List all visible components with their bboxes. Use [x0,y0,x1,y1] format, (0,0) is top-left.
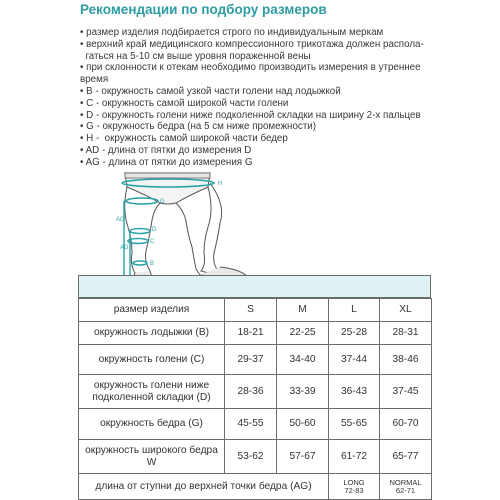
long-value: 72-83 [344,485,364,495]
header-cell: S [225,299,277,322]
row-label: окружность лодыжки (B) [79,322,225,345]
long-label: LONG [343,477,365,487]
table-row [79,474,432,500]
list-item: • H - окружность самой широкой части бедер [80,133,288,145]
cell: 33-39 [277,375,329,409]
cell: 61-72 [329,440,380,474]
label-ag: AG [116,217,125,223]
label-c: C [150,239,155,245]
list-item: • C - окружность самой широкой части голени [80,97,289,109]
size-table [78,275,431,495]
list-item: • AG - длина от пятки до измерения G [80,156,253,168]
cell-normal [380,474,432,500]
header-cell: L [329,299,380,322]
header-cell: XL [380,299,432,322]
cell: 28-31 [380,322,432,345]
list-item: • B - окружность самой узкой части голени над лодыжкой [80,85,341,97]
right-leg-outline [201,183,222,275]
table-header-band [78,275,431,298]
list-item: • размер изделия подбирается строго по индивидуальным меркам [80,27,384,38]
list-item: • при склонности к отекам необходимо производить измерения в утреннее время [80,62,424,86]
list-item: • AD - длина от пятки до измерения D [80,144,252,156]
label-ad: AD [120,245,129,251]
cell: 36-43 [329,375,380,409]
label-b: B [150,261,155,267]
cell: 57-67 [277,440,329,474]
cell: 65-77 [380,440,432,474]
table-row [79,345,432,375]
row-label: окружность голени (C) [79,345,225,375]
normal-label: NORMAL [389,477,422,487]
cell: 18-21 [225,322,277,345]
row-label: окружность широкого бедра W [79,440,225,474]
cell-long [329,474,380,500]
cell: 50-60 [277,409,329,440]
recommendations-list [80,27,450,169]
table-row [79,409,432,440]
list-item: • верхний край медицинского компрессионного трикотажа должен распола- [80,38,424,50]
legs-measurement-diagram [80,165,280,280]
cell: 25-28 [329,322,380,345]
list-item: • G - окружность бедра (на 5 см ниже промежности) [80,121,317,133]
list-item: • D - окружность голени ниже подколенной складки на ширину 2-х пальцев [80,109,421,121]
cell: 37-44 [329,345,380,375]
list-item: гаться на 5-10 см выше уровня пораженной вены [80,50,311,62]
cell: 29-37 [225,345,277,375]
table-row [79,322,432,345]
cell: 38-46 [380,345,432,375]
cell: 22-25 [277,322,329,345]
cell: 53-62 [225,440,277,474]
measure-ring-b [133,261,147,265]
cell: 55-65 [329,409,380,440]
measure-ring-d [130,229,150,234]
header-cell: M [277,299,329,322]
page-title: Рекомендации по подбору размеров [80,2,327,17]
table-row [79,375,432,409]
cell: 28-36 [225,375,277,409]
label-h: H [218,181,223,187]
table-row [79,440,432,474]
row-label: окружность голени ниже подколенной складки (D) [79,375,225,409]
cell: 37-45 [380,375,432,409]
cell: 34-40 [277,345,329,375]
table-header-row [79,299,432,322]
row-label: окружность бедра (G) [79,409,225,440]
normal-value: 62-71 [395,485,416,495]
size-grid [78,298,432,500]
label-g: G [160,199,165,205]
right-leg-inner [176,203,200,275]
label-d: D [152,227,157,233]
row-label: длина от ступни до верхней точки бедра (AG) [79,474,329,500]
cell: 45-55 [225,409,277,440]
measure-ring-g [126,198,158,204]
briefs-band [125,173,210,178]
header-cell: размер изделия [79,299,225,322]
cell: 60-70 [380,409,432,440]
